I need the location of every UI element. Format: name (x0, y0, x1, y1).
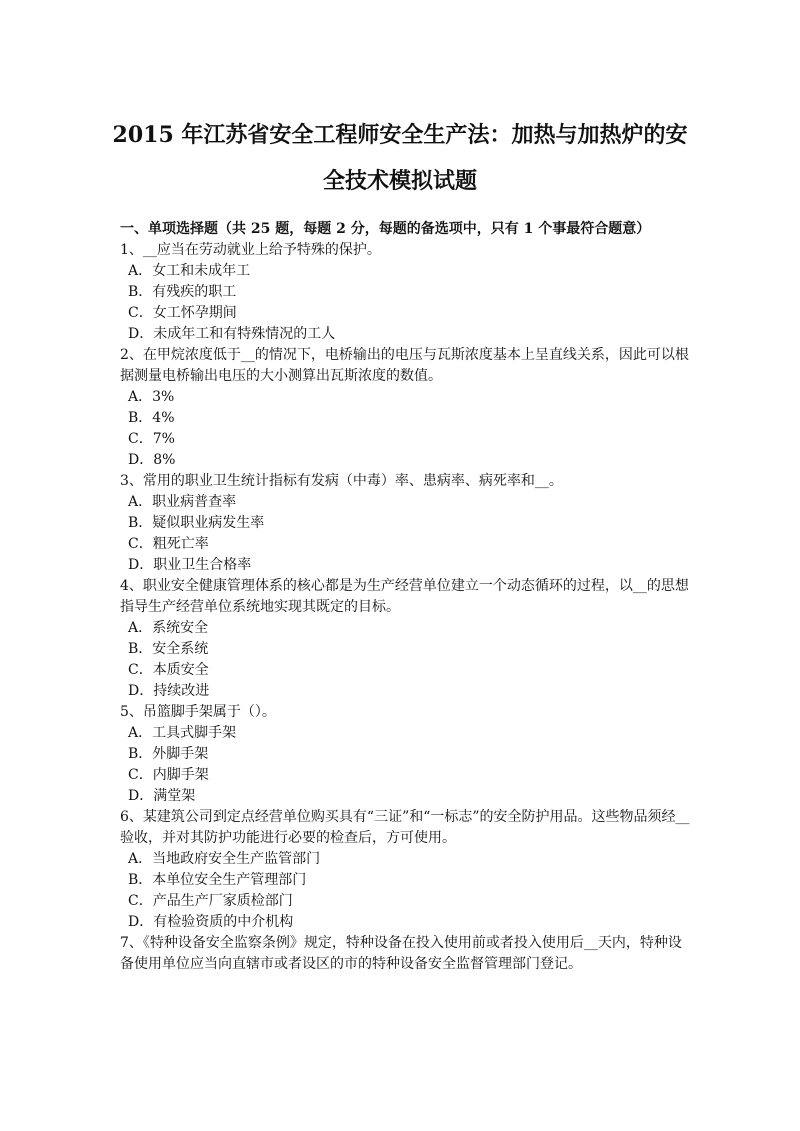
question-3 (120, 471, 690, 576)
option-c: C．产品生产厂家质检部门 (128, 893, 293, 909)
option-b: B．外脚手架 (128, 746, 209, 762)
title-line-2: 全技术模拟试题 (322, 168, 477, 194)
question-7 (120, 933, 690, 975)
option-c: C．内脚手架 (128, 767, 209, 783)
question-5 (120, 702, 690, 807)
option-c: C．粗死亡率 (128, 536, 209, 552)
question-stem: 1、__应当在劳动就业上给予特殊的保护。 (120, 242, 381, 258)
question-4 (120, 576, 690, 702)
option-b: B．疑似职业病发生率 (128, 515, 265, 531)
option-d: D．未成年工和有特殊情况的工人 (128, 326, 336, 342)
section-heading: 一、单项选择题（共 25 题，每题 2 分，每题的备选项中，只有 1 个事最符合题意） (120, 221, 651, 237)
option-a: A．当地政府安全生产监管部门 (128, 851, 321, 867)
question-6 (120, 807, 690, 933)
question-1 (120, 240, 690, 345)
option-b: B．4% (128, 410, 175, 426)
option-d: D．有检验资质的中介机构 (128, 914, 294, 930)
option-d: D．满堂架 (128, 788, 196, 804)
question-stem: 4、职业安全健康管理体系的核心都是为生产经营单位建立一个动态循环的过程，以__的思想指导生产经营单位系统地实现其既定的目标。 (120, 578, 689, 615)
document-body (120, 219, 690, 975)
option-b: B．安全系统 (128, 641, 209, 657)
document-title (0, 112, 800, 204)
option-c: C．女工怀孕期间 (128, 305, 237, 321)
option-d: D．职业卫生合格率 (128, 557, 252, 573)
option-c: C．本质安全 (128, 662, 209, 678)
option-d: D．8% (128, 452, 176, 468)
option-a: A．3% (128, 389, 175, 405)
option-a: A．女工和未成年工 (128, 263, 251, 279)
option-c: C．7% (128, 431, 175, 447)
question-stem: 6、某建筑公司到定点经营单位购买具有“三证”和“一标志”的安全防护用品。这些物品须经__验收，并对其防护功能进行必要的检查后，方可使用。 (120, 809, 690, 846)
option-b: B．本单位安全生产管理部门 (128, 872, 307, 888)
option-d: D．持续改进 (128, 683, 210, 699)
option-a: A．系统安全 (128, 620, 209, 636)
question-stem: 5、吊篮脚手架属于（）。 (120, 704, 276, 720)
question-stem: 2、在甲烷浓度低于__的情况下，电桥输出的电压与瓦斯浓度基本上呈直线关系，因此可以根据测量电桥输出电压的大小测算出瓦斯浓度的数值。 (120, 347, 689, 384)
option-b: B．有残疾的职工 (128, 284, 237, 300)
title-line-1: 2015 年江苏省安全工程师安全生产法：加热与加热炉的安 (112, 122, 688, 148)
question-stem: 3、常用的职业卫生统计指标有发病（中毒）率、患病率、病死率和__。 (120, 473, 563, 489)
question-2 (120, 345, 690, 471)
question-stem: 7、《特种设备安全监察条例》规定，特种设备在投入使用前或者投入使用后__天内，特种设备使用单位应当向直辖市或者设区的市的特种设备安全监督管理部门登记。 (120, 935, 682, 972)
option-a: A．职业病普查率 (128, 494, 237, 510)
option-a: A．工具式脚手架 (128, 725, 237, 741)
